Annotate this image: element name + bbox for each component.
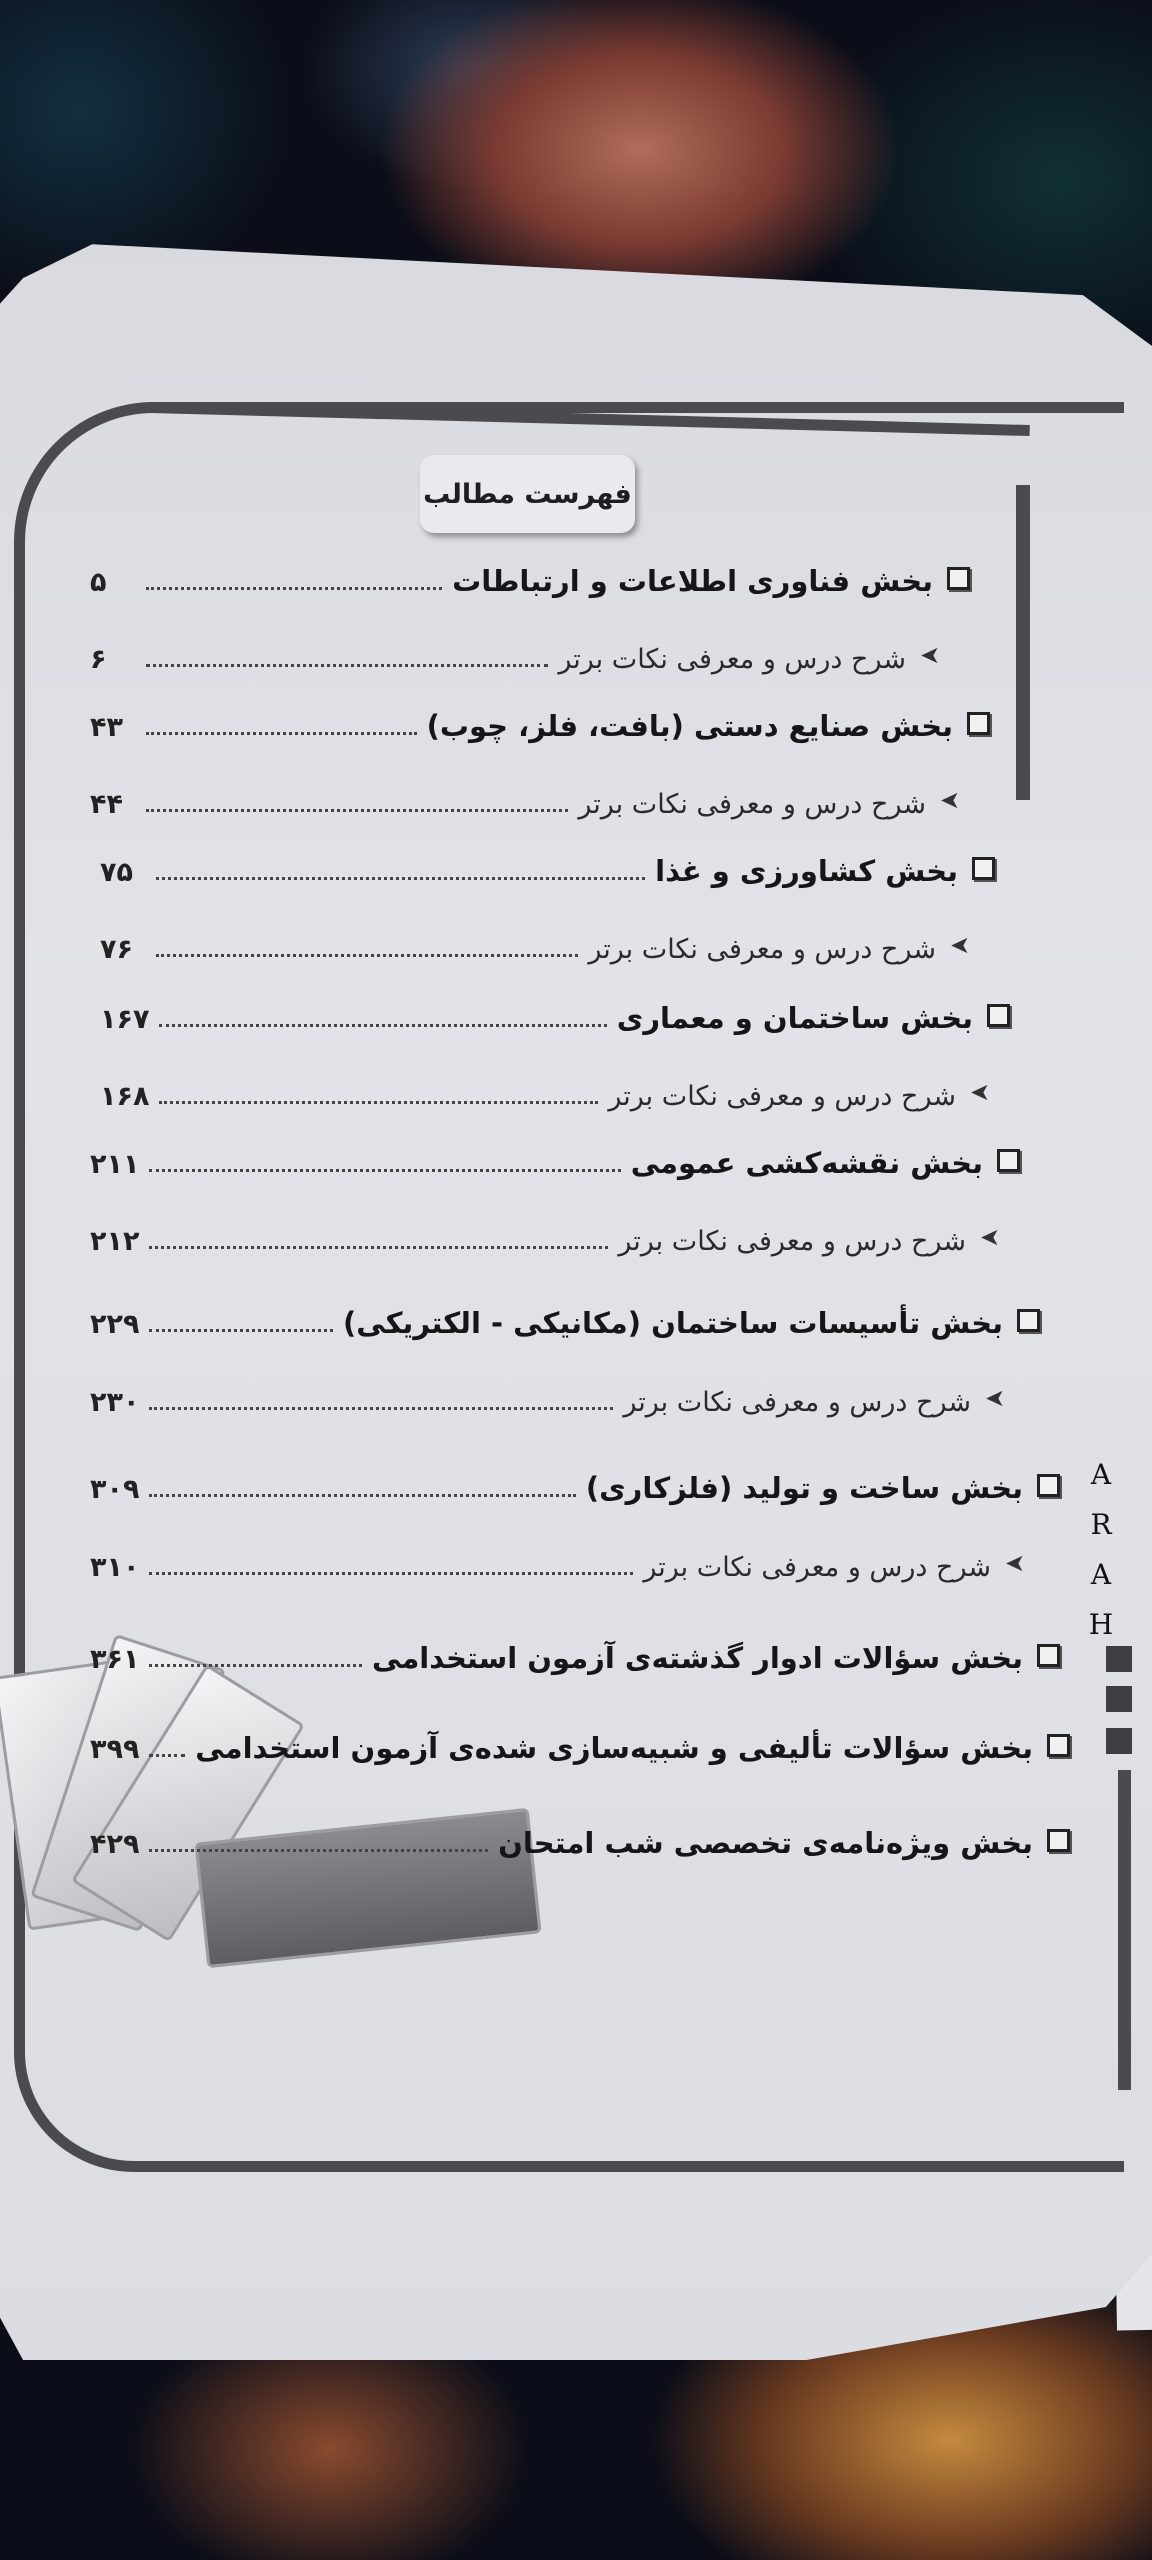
frame-right-upper-bar: [1016, 485, 1030, 800]
section-title: بخش ساختمان و معماری: [616, 1001, 973, 1035]
subsection-title: شرح درس و معرفی نکات برتر: [618, 1226, 966, 1257]
arrow-icon: ➤: [950, 931, 971, 959]
toc-section-row: [100, 838, 995, 888]
checkbox-icon: [1047, 1725, 1070, 1765]
page-number: ۴۴: [90, 789, 123, 820]
dot-leader: [159, 1023, 606, 1027]
dot-leader: [156, 953, 578, 957]
toc-subsection-row: [100, 915, 970, 965]
toc-subsection-row: [90, 1533, 1025, 1583]
side-letter: A: [1090, 1558, 1112, 1591]
section-title: بخش صنایع دستی (بافت، فلز، چوب): [426, 709, 953, 743]
side-letter: R: [1090, 1508, 1112, 1541]
dot-leader: [149, 1406, 613, 1410]
toc-section-row: [100, 985, 1010, 1035]
toc-section-row: [90, 1715, 1070, 1765]
subsection-title: شرح درس و معرفی نکات برتر: [558, 644, 906, 675]
page-number: ۷۵: [100, 857, 133, 888]
side-square-marker: [1106, 1728, 1132, 1754]
toc-section-row: [90, 1455, 1060, 1505]
page-number: ۲۱۲: [90, 1226, 140, 1257]
page-number: ۳۶۱: [90, 1644, 140, 1675]
toc-subsection-row: [90, 770, 960, 820]
section-title: بخش نقشه‌کشی عمومی: [630, 1146, 983, 1180]
dot-leader: [159, 1100, 598, 1104]
toc-subsection-row: [90, 1207, 1000, 1257]
dot-leader: [149, 1328, 333, 1332]
checkbox-icon: [967, 703, 990, 743]
dot-leader: [149, 1571, 633, 1575]
page-title: فهرست مطالب: [420, 455, 635, 533]
toc-section-row: [90, 1290, 1040, 1340]
subsection-title: شرح درس و معرفی نکات برتر: [578, 789, 926, 820]
subsection-title: شرح درس و معرفی نکات برتر: [588, 934, 936, 965]
section-title: بخش ویژه‌نامه‌ی تخصصی شب امتحان: [498, 1826, 1033, 1860]
page-number: ۴۳: [90, 712, 123, 743]
checkbox-icon: [1047, 1820, 1070, 1860]
arrow-icon: ➤: [920, 641, 941, 669]
checkbox-icon: [997, 1140, 1020, 1180]
section-title: بخش ساخت و تولید (فلزکاری): [585, 1471, 1023, 1505]
dot-leader: [149, 1753, 185, 1757]
arrow-icon: ➤: [1005, 1549, 1026, 1577]
page-number: ۳۰۹: [90, 1474, 140, 1505]
toc-section-row: [90, 1130, 1020, 1180]
side-square-marker: [1106, 1646, 1132, 1672]
subsection-title: شرح درس و معرفی نکات برتر: [623, 1387, 971, 1418]
toc-section-row: [90, 693, 990, 743]
section-title: بخش تأسیسات ساختمان (مکانیکی - الکتریکی): [342, 1306, 1003, 1340]
frame-right-lower-bar: [1118, 1770, 1131, 2090]
toc-section-row: [90, 548, 970, 598]
page-number: ۱۶۸: [100, 1081, 150, 1112]
checkbox-icon: [1037, 1635, 1060, 1675]
arrow-icon: ➤: [985, 1384, 1006, 1412]
page-number: ۳۹۹: [90, 1734, 140, 1765]
dot-leader: [149, 1168, 620, 1172]
checkbox-icon: [987, 995, 1010, 1035]
checkbox-icon: [1037, 1465, 1060, 1505]
dot-leader: [146, 586, 442, 590]
side-letter: H: [1088, 1608, 1114, 1641]
section-title: بخش فناوری اطلاعات و ارتباطات: [452, 564, 933, 598]
page-number: ۷۶: [100, 934, 133, 965]
toc-subsection-row: [90, 1368, 1005, 1418]
page-number: ۵: [90, 567, 107, 598]
toc-subsection-row: [100, 1062, 990, 1112]
arrow-icon: ➤: [980, 1223, 1001, 1251]
subsection-title: شرح درس و معرفی نکات برتر: [643, 1552, 991, 1583]
page-number: ۳۱۰: [90, 1552, 140, 1583]
dot-leader: [156, 876, 645, 880]
dot-leader: [149, 1245, 608, 1249]
arrow-icon: ➤: [940, 786, 961, 814]
toc-section-row: [90, 1625, 1060, 1675]
dot-leader: [146, 731, 417, 735]
dot-leader: [146, 808, 568, 812]
side-letter: A: [1090, 1458, 1112, 1491]
subsection-title: شرح درس و معرفی نکات برتر: [608, 1081, 956, 1112]
page-number: ۲۳۰: [90, 1387, 140, 1418]
dot-leader: [146, 663, 548, 667]
page-number: ۴۲۹: [90, 1829, 140, 1860]
page-number: ۲۱۱: [90, 1149, 140, 1180]
section-title: بخش سؤالات ادوار گذشته‌ی آزمون استخدامی: [372, 1641, 1023, 1675]
page-number: ۶: [90, 644, 107, 675]
dot-leader: [149, 1663, 362, 1667]
checkbox-icon: [1017, 1300, 1040, 1340]
page-number: ۱۶۷: [100, 1004, 150, 1035]
arrow-icon: ➤: [970, 1078, 991, 1106]
section-title: بخش سؤالات تألیفی و شبیه‌سازی شده‌ی آزمون استخدامی: [195, 1731, 1033, 1765]
checkbox-icon: [972, 848, 995, 888]
section-title: بخش کشاورزی و غذا: [655, 854, 958, 888]
toc-subsection-row: [90, 625, 940, 675]
dot-leader: [149, 1493, 575, 1497]
dot-leader: [149, 1848, 488, 1852]
page-number: ۲۲۹: [90, 1309, 140, 1340]
side-square-marker: [1106, 1686, 1132, 1712]
toc-section-row: [90, 1810, 1070, 1860]
checkbox-icon: [947, 558, 970, 598]
